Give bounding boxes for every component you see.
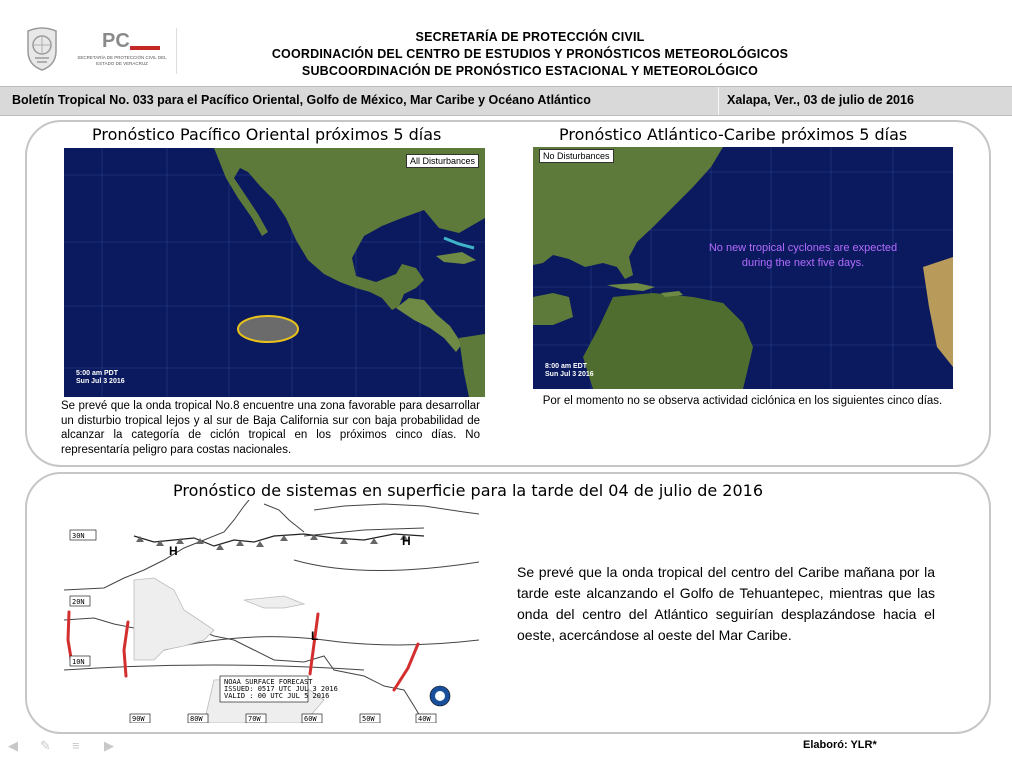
logo-accent-bar — [130, 46, 160, 50]
next-slide-icon[interactable]: ▶ — [104, 738, 114, 753]
pacific-timestamp-line1: 5:00 am PDT — [76, 370, 119, 377]
svg-text:50W: 50W — [362, 715, 375, 723]
bulletin-title: Boletín Tropical No. 033 para el Pacífico Oriental, Golfo de México, Mar Caribe y Océano Atlántico — [12, 93, 591, 107]
state-crest-logo — [22, 25, 62, 71]
surface-title: Pronóstico de sistemas en superficie para la tarde del 04 de julio de 2016 — [173, 481, 763, 500]
atlantic-map-tag: No Disturbances — [539, 149, 614, 163]
svg-text:10N: 10N — [72, 658, 85, 666]
surface-description: Se prevé que la onda tropical del centro del Caribe mañana por la tarde este alcanzando el Golfo de Tehuantepec, mientras que las onda del centro del Atlántico seguirían desplazándose hacia el oeste, acercándose al oeste del Mar Caribe. — [517, 564, 935, 643]
bulletin-divider — [718, 87, 719, 115]
pacific-title: Pronóstico Pacífico Oriental próximos 5 días — [92, 125, 442, 144]
atlantic-timestamp — [545, 363, 594, 379]
svg-text:VALID : 00 UTC JUL 5 2016: VALID : 00 UTC JUL 5 2016 — [224, 692, 330, 700]
author-credit: Elaboró: YLR* — [803, 739, 877, 751]
svg-text:NOAA SURFACE FORECAST: NOAA SURFACE FORECAST — [224, 678, 313, 686]
logo-text: PC — [102, 30, 130, 52]
pacific-outlook-map — [64, 148, 485, 397]
atlantic-timestamp-line2: Sun Jul 3 2016 — [545, 371, 594, 378]
svg-text:70W: 70W — [248, 715, 261, 723]
svg-text:ISSUED: 0517 UTC JUL 3 2016: ISSUED: 0517 UTC JUL 3 2016 — [224, 685, 338, 693]
svg-text:L: L — [311, 629, 319, 643]
atlantic-outlook-map — [533, 147, 953, 389]
atlantic-timestamp-line1: 8:00 am EDT — [545, 363, 588, 370]
svg-text:30N: 30N — [72, 532, 85, 540]
header-line-2: COORDINACIÓN DEL CENTRO DE ESTUDIOS Y PRONÓSTICOS METEOROLÓGICOS — [271, 47, 789, 61]
surface-forecast-chart — [64, 500, 479, 723]
proteccion-civil-logo — [72, 28, 177, 74]
header-line-1: SECRETARÍA DE PROTECCIÓN CIVIL — [415, 30, 645, 44]
svg-text:H: H — [402, 534, 411, 548]
prev-slide-icon[interactable]: ◀ — [8, 738, 18, 753]
menu-icon[interactable]: ≡ — [72, 738, 80, 753]
logo-subtitle: SECRETARÍA DE PROTECCIÓN CIVIL DEL ESTADO DE VERACRUZ — [77, 55, 167, 66]
atlantic-map-message-line2: during the next five days. — [741, 257, 865, 269]
atlantic-description: Por el momento no se observa actividad ciclónica en los siguientes cinco días. — [542, 395, 943, 407]
svg-text:60W: 60W — [304, 715, 317, 723]
svg-text:80W: 80W — [190, 715, 203, 723]
bulletin-bar — [0, 86, 1012, 116]
pacific-map-tag: All Disturbances — [406, 154, 479, 168]
pacific-description: Se prevé que la onda tropical No.8 encuentre una zona favorable para desarrollar un disturbio tropical lejos y al sur de Baja California sur con baja probabilidad de alcanzar la categoría de ciclón tropical en los próximos cinco días. No representaría peligro para costas nacionales. — [61, 400, 480, 456]
bulletin-place-date: Xalapa, Ver., 03 de julio de 2016 — [727, 93, 914, 107]
svg-text:H: H — [169, 544, 178, 558]
atlantic-map-message-line1: No new tropical cyclones are expected — [708, 242, 898, 254]
svg-text:90W: 90W — [132, 715, 145, 723]
header-line-3: SUBCOORDINACIÓN DE PRONÓSTICO ESTACIONAL Y METEOROLÓGICO — [301, 64, 759, 78]
pen-icon[interactable]: ✎ — [40, 738, 51, 753]
svg-text:40W: 40W — [418, 715, 431, 723]
pacific-timestamp-line2: Sun Jul 3 2016 — [76, 378, 125, 385]
svg-text:20N: 20N — [72, 598, 85, 606]
atlantic-title: Pronóstico Atlántico-Caribe próximos 5 días — [559, 125, 908, 144]
pacific-timestamp — [76, 370, 125, 386]
